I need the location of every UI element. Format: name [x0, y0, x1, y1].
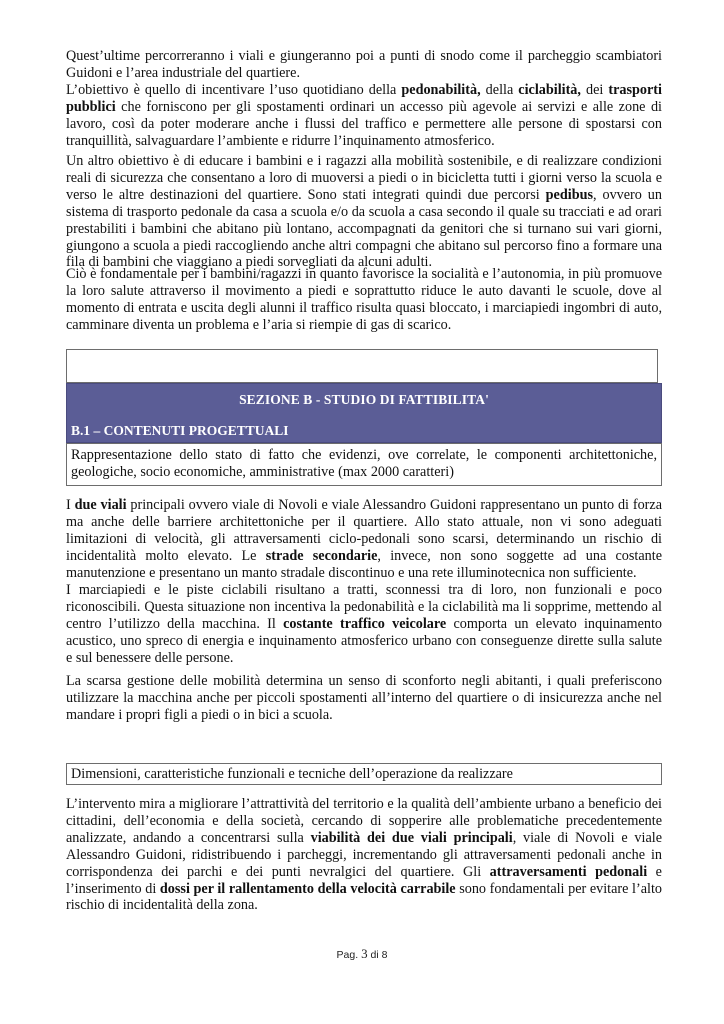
- text-run: comporta un elevato inquinamento acustico, uno spreco di energia e inquinamento atmosferico urbano con conseguenze dirette sulla salute e sul benessere delle persone.: [66, 615, 662, 666]
- bold-term: attraversamenti pedonali: [489, 863, 648, 880]
- text-run: , invece, non sono soggette ad una costante manutenzione e presentano un manto stradale discontinuo e una rete illuminotecnica non sufficiente.: [66, 547, 662, 581]
- bold-term: pedonabilità,: [401, 82, 481, 98]
- bold-term: dossi per il rallentamento della velocità carrabile: [159, 880, 456, 897]
- text-run: Un altro obiettivo è di educare i bambini e i ragazzi alla mobilità sostenibile, e di realizzare condizioni reali di sicurezza che consentano a loro di muoversi a piedi o in bicicletta tutti i giorni verso la scuola e verso le altre destinazioni del quartiere. Sono stati integrati quindi due percorsi: [66, 153, 662, 203]
- text-run: I: [66, 497, 75, 513]
- text-run: , viale di Novoli e viale Alessandro Guidoni, ridistribuendo i parcheggi, incrementando gli attraversamenti pedonali anche in corrispondenza dei parchi e dei punti nevralgici del quartiere. Gli: [66, 829, 662, 880]
- text-run: che forniscono per gli spostamenti ordinari un accesso più agevole ai servizi e alle zone di lavoro, così da poter moderare anche i flussi del traffico e permettere alle persone di spostarsi con tranquillità, salvaguardare l’ambiente e ridurre l’inquinamento atmosferico.: [66, 98, 662, 149]
- section-header: [66, 383, 662, 443]
- footer-separator: di: [370, 949, 379, 961]
- paragraph-text: La scarsa gestione delle mobilità determina un senso di sconforto negli abitanti, i quali preferiscono utilizzare la macchina anche per piccoli spostamenti all’interno del quartiere o di insicurezza anche nel mandare i propri figli a piedi o in bici a scuola.: [66, 673, 662, 723]
- page-footer: [0, 946, 724, 964]
- paragraph-current-state: [66, 497, 662, 582]
- paragraph-benefits: [66, 266, 662, 334]
- empty-form-box: [66, 349, 658, 383]
- paragraph-text: Quest’ultime percorreranno i viali e giungeranno poi a punti di snodo come il parcheggio scambiatori Guidoni e l’area industriale del quartiere.: [66, 48, 662, 81]
- field-dimensions-box: Dimensioni, caratteristiche funzionali e tecniche dell’operazione da realizzare: [66, 763, 662, 785]
- bold-term: costante traffico veicolare: [283, 615, 447, 632]
- text-run: sono fondamentali per evitare l’alto rischio di incidentalità della zona.: [66, 880, 662, 914]
- text-run: , ovvero un sistema di trasporto pedonale da casa a scuola e/o da scuola a casa secondo il quale su tracciati e ad orari prestabiliti i bambini che abitano più lontano, accompagnati da genitori che si turnano sui vari giorni, giungono a scuola a piedi raccogliendo anche altri compagni che abitano sul percorso fino a formare una fila di bambini che viaggiano a piedi sorvegliati da alcuni adulti.: [66, 186, 662, 271]
- bold-term: strade secondarie: [265, 547, 378, 564]
- paragraph-intro: [66, 48, 662, 82]
- bold-term: pedibus: [545, 186, 593, 203]
- paragraph-text: Ciò è fondamentale per i bambini/ragazzi in quanto favorisce la socialità e l’autonomia, in più promuove la loro salute attraverso il movimento a piedi e soprattutto riduce le auto davanti le scuole, dove al momento di entrata e uscita degli alunni il traffico risulta quasi bloccato, i marciapiedi ingombri di auto, camminare diventa un problema e l’aria si riempie di gas di scarico.: [66, 266, 662, 333]
- bold-term: trasporti pubblici: [66, 82, 662, 115]
- paragraph-education: [66, 153, 662, 271]
- field-description-box: Rappresentazione dello stato di fatto che evidenzi, ove correlate, le componenti architettoniche, geologiche, socio economiche, amministrative (max 2000 caratteri): [66, 443, 662, 486]
- footer-prefix: Pag.: [336, 949, 359, 961]
- bold-term: due viali: [74, 497, 127, 513]
- bold-term: viabilità dei due viali principali: [310, 829, 513, 846]
- text-run: della: [480, 82, 519, 98]
- text-run: principali ovvero viale di Novoli e viale Alessandro Guidoni rappresentano un punto di forza ma anche delle barriere architettoniche per il quartiere. Allo stato attuale, non vi sono adeguati limitazioni di velocità, gli attraversamenti ciclo-pedonali sono scarsi, determinando un rischio di incidentalità molto elevato. Le: [66, 497, 662, 564]
- section-subtitle: B.1 – CONTENUTI PROGETTUALI: [71, 423, 289, 438]
- paragraph-mobility: [66, 673, 662, 724]
- page-number: 3: [361, 946, 368, 961]
- text-run: I marciapiedi e le piste ciclabili risultano a tratti, sconnessi tra di loro, non funzionali e poco riconoscibili. Questa situazione non incentiva la pedonabilità e la ciclabilità ma li sopprime, mettendo al centro l’utilizzo della macchina. Il: [66, 582, 662, 632]
- text-run: L’obiettivo è quello di incentivare l’uso quotidiano della: [66, 82, 402, 98]
- paragraph-objective: [66, 82, 662, 150]
- text-run: L’intervento mira a migliorare l’attrattività del territorio e la qualità dell’ambiente urbano a beneficio dei cittadini, dell’economia e della società, cercando di sopperire alle problematiche precedentemente analizzate, andando a concentrarsi sulla: [66, 796, 662, 846]
- paragraph-intervention: [66, 796, 662, 914]
- text-run: e l’inserimento di: [66, 863, 662, 897]
- text-run: dei: [580, 82, 609, 98]
- section-title: SEZIONE B - STUDIO DI FATTIBILITA': [239, 392, 489, 407]
- page-total: 8: [381, 949, 388, 961]
- bold-term: ciclabilità,: [518, 82, 581, 98]
- paragraph-sidewalks: [66, 582, 662, 667]
